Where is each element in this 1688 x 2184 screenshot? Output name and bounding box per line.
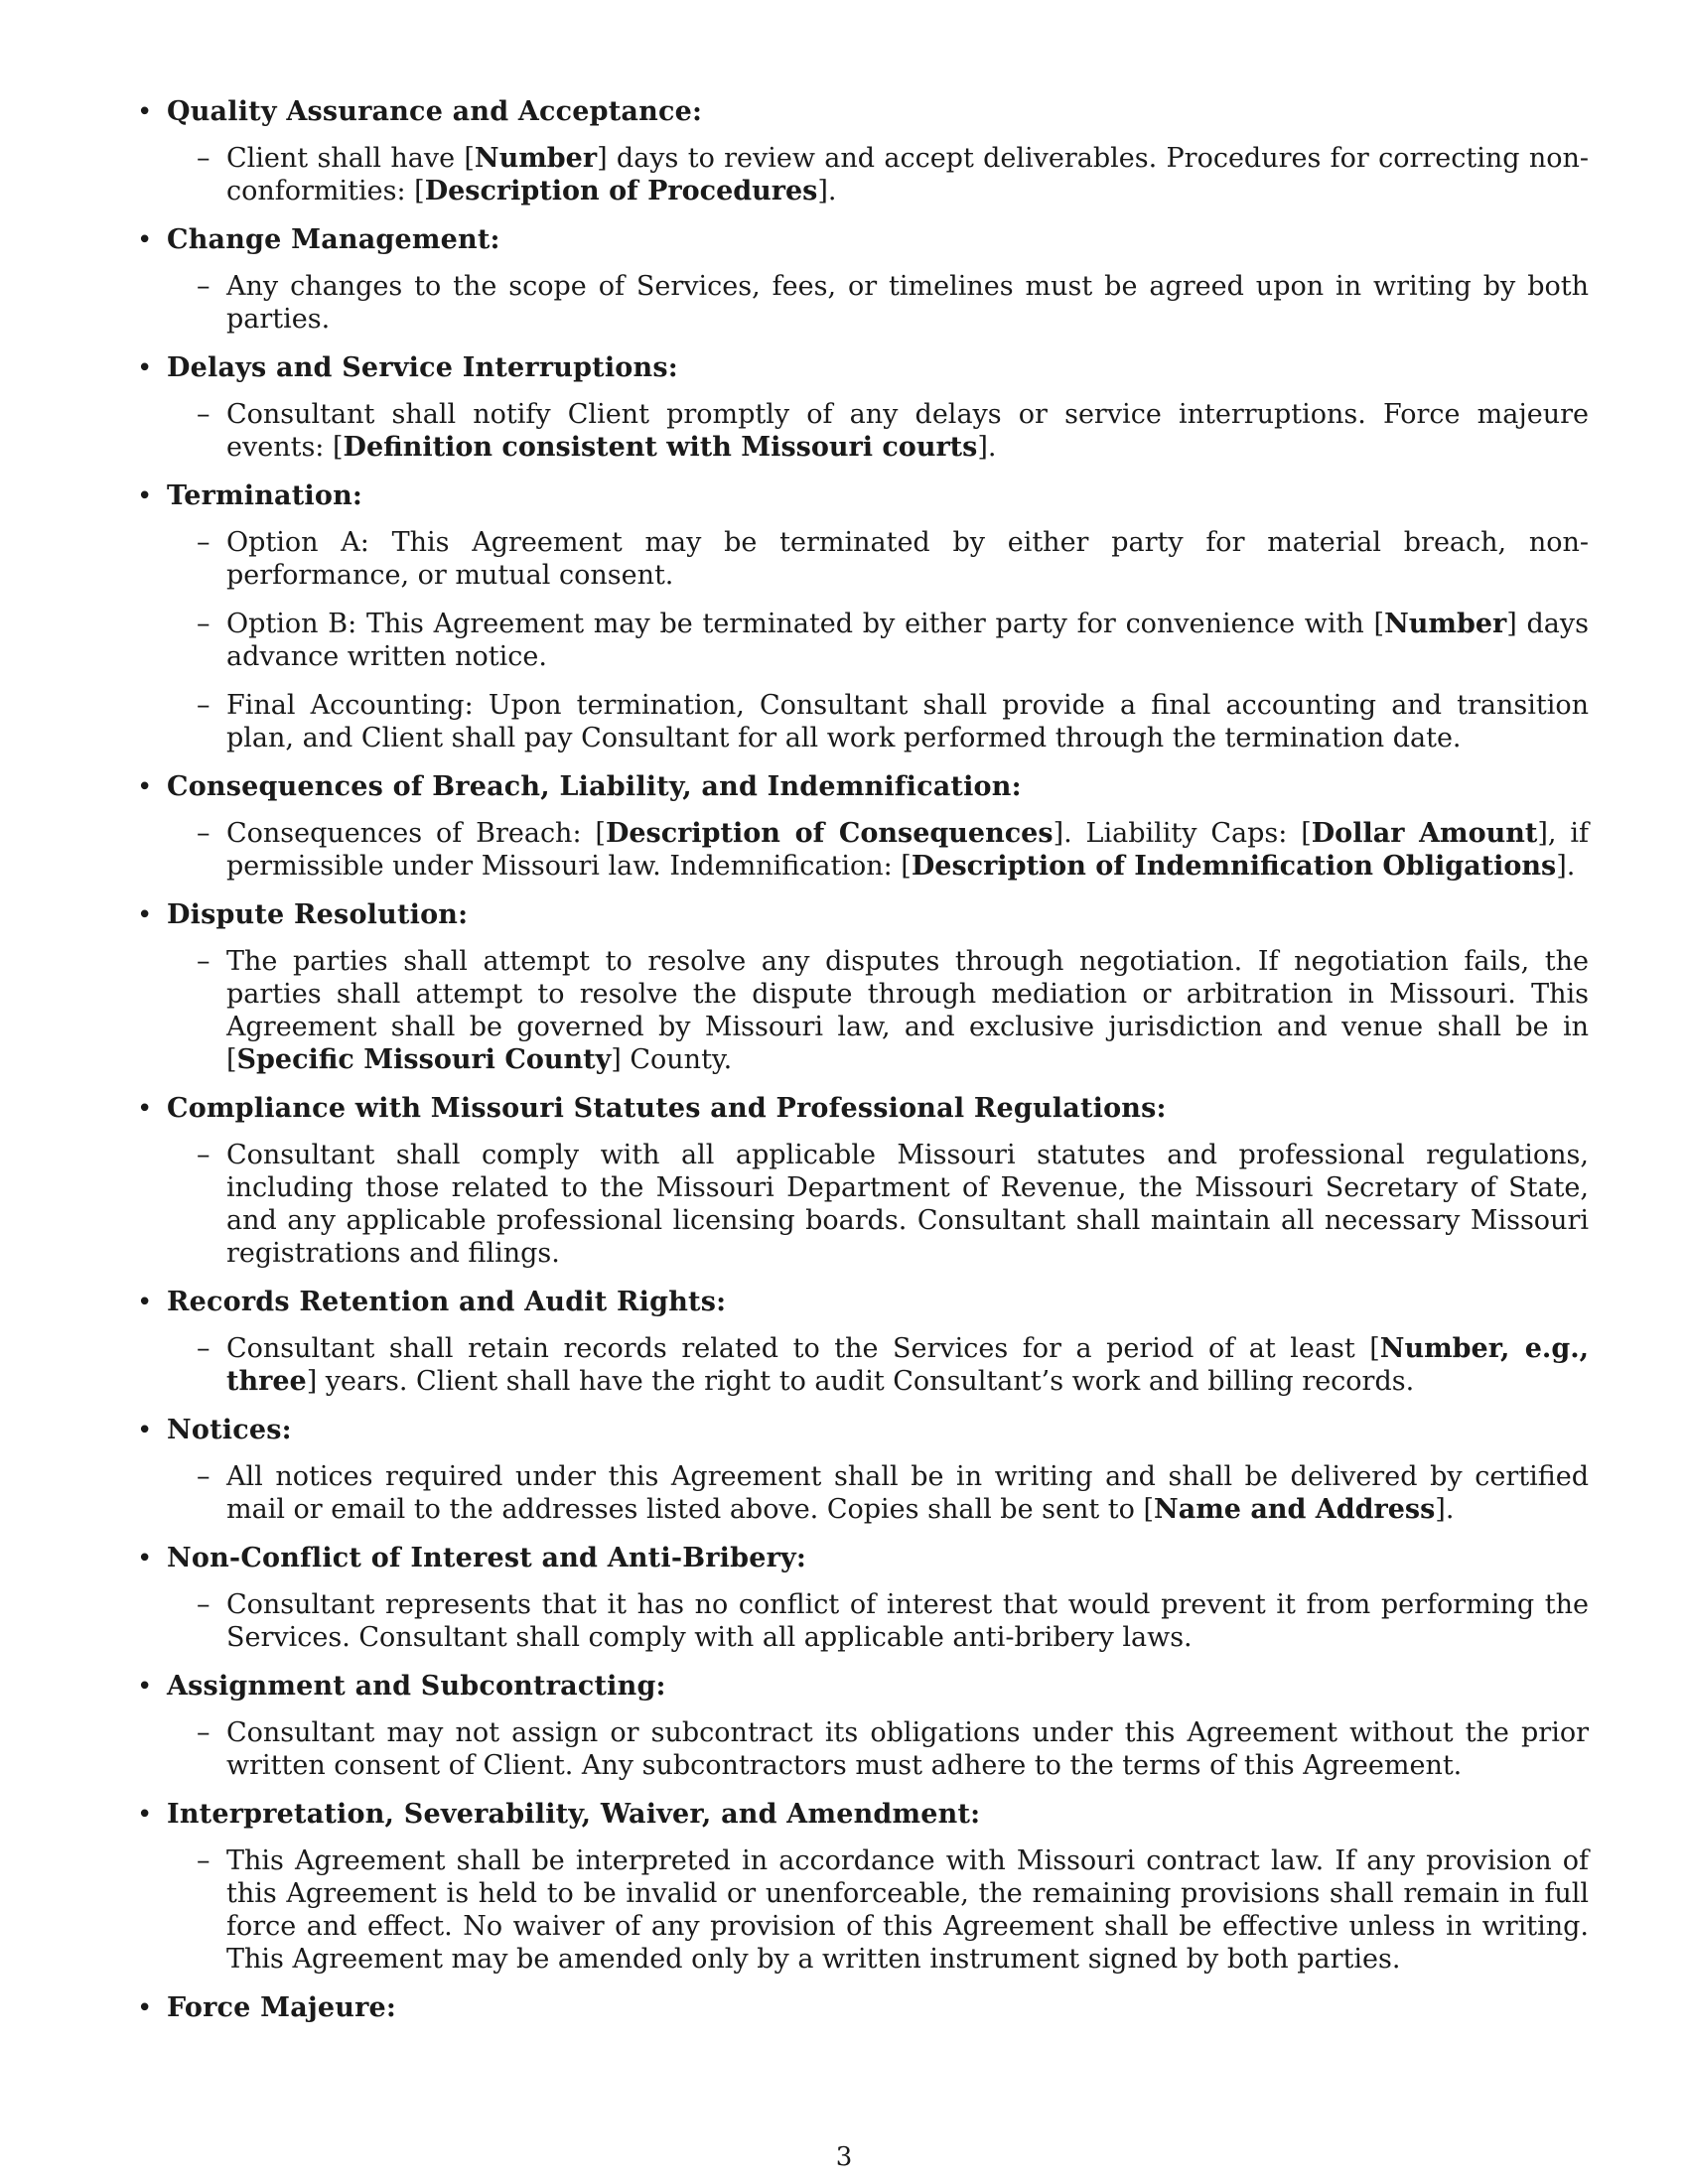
bullet-icon: • <box>137 900 153 930</box>
dash-icon: – <box>197 1589 211 1620</box>
placeholder-text: Definition consistent with Missouri courts <box>343 432 978 463</box>
placeholder-text: Description of Indemnification Obligations <box>911 851 1557 882</box>
section-title: Termination: <box>167 480 363 511</box>
section-title: Non-Conflict of Interest and Anti-Bribery: <box>167 1543 807 1573</box>
bullet-icon: • <box>137 1800 153 1830</box>
section-sublist <box>167 1332 1589 1398</box>
section-sublist <box>167 1844 1589 1976</box>
body-text: Consultant shall comply with all applicable Missouri statutes and professional regulations, including those related to the Missouri Department of Revenue, the Missouri Secretary of State, and any applicable professional licensing boards. Consultant shall maintain all necessary Missouri registrations and filings. <box>226 1140 1589 1269</box>
section-title: Quality Assurance and Acceptance: <box>167 96 703 127</box>
body-text: ]. <box>1435 1494 1455 1525</box>
section-title: Notices: <box>167 1415 292 1445</box>
body-text: ] years. Client shall have the right to audit Consultant’s work and billing records. <box>306 1366 1415 1397</box>
body-text: ] days advance written notice. <box>226 609 1589 672</box>
dash-icon: – <box>197 609 211 639</box>
bullet-icon: • <box>137 1993 153 2023</box>
section-subitem <box>167 945 1589 1076</box>
section-sublist <box>167 1139 1589 1270</box>
bullet-icon: • <box>137 225 153 255</box>
body-text: This Agreement shall be interpreted in accordance with Missouri contract law. If any provision of this Agreement is held to be invalid or unenforceable, the remaining provisions shall remain in full force and effect. No waiver of any provision of this Agreement shall be effective unless in writing. This Agreement may be amended only by a written instrument signed by both parties. <box>226 1845 1589 1975</box>
body-text: ]. <box>817 176 837 206</box>
section-title: Assignment and Subcontracting: <box>167 1671 666 1702</box>
bullet-icon: • <box>137 1416 153 1445</box>
dash-icon: – <box>197 690 211 721</box>
body-text: Consultant shall notify Client promptly of any delays or service interruptions. Force majeure events: [ <box>226 399 1589 463</box>
body-text: ] days to review and accept deliverables. Procedures for correcting non-conformities: [ <box>226 143 1590 206</box>
dash-icon: – <box>197 1717 211 1748</box>
section-item <box>133 1414 1589 1526</box>
dash-icon: – <box>197 1140 211 1170</box>
placeholder-text: Specific Missouri County <box>236 1044 612 1075</box>
bullet-icon: • <box>137 1094 153 1124</box>
body-text: Option A: This Agreement may be terminated by either party for material breach, non-performance, or mutual consent. <box>226 527 1589 591</box>
section-item <box>133 351 1589 464</box>
section-item <box>133 479 1589 754</box>
section-item <box>133 223 1589 336</box>
section-title: Dispute Resolution: <box>167 899 469 930</box>
dash-icon: – <box>197 271 211 302</box>
section-subitem <box>167 1460 1589 1526</box>
section-subitem <box>167 1844 1589 1976</box>
section-sublist <box>167 945 1589 1076</box>
bullet-icon: • <box>137 481 153 511</box>
dash-icon: – <box>197 1333 211 1364</box>
bullet-icon: • <box>137 1672 153 1702</box>
dash-icon: – <box>197 527 211 558</box>
body-text: Option B: This Agreement may be terminated by either party for convenience with [ <box>226 609 1385 639</box>
body-text: ], if permissible under Missouri law. Indemnification: [ <box>226 818 1589 882</box>
section-title: Interpretation, Severability, Waiver, and Amendment: <box>167 1799 981 1830</box>
section-subitem <box>167 1139 1589 1270</box>
bullet-icon: • <box>137 97 153 127</box>
section-sublist <box>167 1716 1589 1782</box>
section-item <box>133 1798 1589 1976</box>
body-text: ]. Liability Caps: [ <box>1053 818 1312 849</box>
section-sublist <box>167 142 1589 207</box>
bullet-icon: • <box>137 1544 153 1573</box>
section-subitem <box>167 689 1589 754</box>
body-text: Final Accounting: Upon termination, Consultant shall provide a final accounting and transition plan, and Client shall pay Consultant for all work performed through the termination date. <box>226 690 1589 753</box>
section-item <box>133 95 1589 207</box>
section-subitem <box>167 270 1589 336</box>
dash-icon: – <box>197 1461 211 1492</box>
body-text: ]. <box>977 432 997 463</box>
section-title: Consequences of Breach, Liability, and Indemnification: <box>167 771 1022 802</box>
body-text: The parties shall attempt to resolve any disputes through negotiation. If negotiation fails, the parties shall attempt to resolve the dispute through mediation or arbitration in Missouri. This Agreement shall be governed by Missouri law, and exclusive jurisdiction and venue shall be in [ <box>226 946 1589 1075</box>
section-subitem <box>167 1588 1589 1654</box>
section-item <box>133 1670 1589 1782</box>
section-sublist <box>167 1460 1589 1526</box>
section-title: Compliance with Missouri Statutes and Professional Regulations: <box>167 1093 1167 1124</box>
placeholder-text: Dollar Amount <box>1311 818 1538 849</box>
section-subitem <box>167 526 1589 592</box>
section-subitem <box>167 398 1589 464</box>
section-item <box>133 1991 1589 2024</box>
placeholder-text: Number <box>1384 609 1507 639</box>
section-subitem <box>167 1332 1589 1398</box>
body-text: Consultant shall retain records related to the Services for a period of at least [ <box>226 1333 1380 1364</box>
section-sublist <box>167 1588 1589 1654</box>
section-sublist <box>167 817 1589 883</box>
dash-icon: – <box>197 143 211 174</box>
section-item <box>133 1542 1589 1654</box>
body-text: Consultant may not assign or subcontract its obligations under this Agreement without the prior written consent of Client. Any subcontractors must adhere to the terms of this Agreement. <box>226 1717 1589 1781</box>
bullet-icon: • <box>137 1288 153 1317</box>
section-sublist <box>167 398 1589 464</box>
dash-icon: – <box>197 399 211 430</box>
bullet-icon: • <box>137 772 153 802</box>
placeholder-text: Description of Consequences <box>605 818 1054 849</box>
section-title: Delays and Service Interruptions: <box>167 352 678 383</box>
document-page <box>133 95 1589 2038</box>
section-subitem <box>167 1716 1589 1782</box>
placeholder-text: Number, e.g., three <box>226 1333 1589 1397</box>
section-subitem <box>167 142 1589 207</box>
section-sublist <box>167 270 1589 336</box>
body-text: ]. <box>1556 851 1576 882</box>
section-item <box>133 898 1589 1076</box>
body-text: Consultant represents that it has no conflict of interest that would prevent it from performing the Services. Consultant shall comply with all applicable anti-bribery laws. <box>226 1589 1589 1653</box>
body-text: All notices required under this Agreement shall be in writing and shall be delivered by certified mail or email to the addresses listed above. Copies shall be sent to [ <box>226 1461 1589 1525</box>
bullet-icon: • <box>137 353 153 383</box>
section-item <box>133 1286 1589 1398</box>
dash-icon: – <box>197 1845 211 1876</box>
section-title: Force Majeure: <box>167 1992 397 2023</box>
section-subitem <box>167 817 1589 883</box>
placeholder-text: Description of Procedures <box>424 176 818 206</box>
body-text: Client shall have [ <box>226 143 475 174</box>
section-title: Records Retention and Audit Rights: <box>167 1287 727 1317</box>
body-text: Any changes to the scope of Services, fees, or timelines must be agreed upon in writing by both parties. <box>226 271 1589 335</box>
section-title: Change Management: <box>167 224 500 255</box>
placeholder-text: Name and Address <box>1154 1494 1436 1525</box>
body-text: Consequences of Breach: [ <box>226 818 606 849</box>
section-sublist <box>167 526 1589 754</box>
section-item <box>133 1092 1589 1270</box>
section-list <box>133 95 1589 2024</box>
placeholder-text: Number <box>474 143 598 174</box>
dash-icon: – <box>197 946 211 977</box>
page-number: 3 <box>835 2142 853 2172</box>
section-item <box>133 770 1589 883</box>
body-text: ] County. <box>611 1044 733 1075</box>
dash-icon: – <box>197 818 211 849</box>
section-subitem <box>167 608 1589 673</box>
